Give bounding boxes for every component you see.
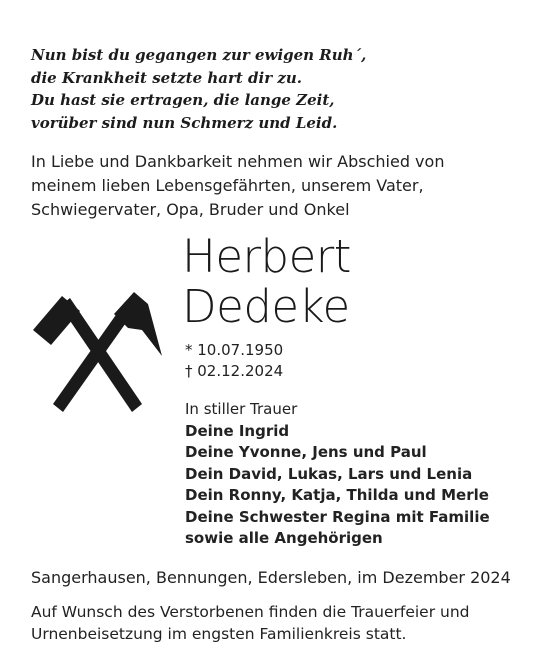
mourner-entry: Deine Schwester Regina mit Familie bbox=[185, 507, 490, 526]
mourner-entry: Deine Yvonne, Jens und Paul bbox=[185, 443, 427, 461]
poem-line: Du hast sie ertragen, die lange Zeit, bbox=[31, 91, 335, 109]
mourner-entry: Deine Ingrid bbox=[185, 421, 290, 440]
mourners-heading: In stiller Trauer bbox=[185, 400, 298, 418]
death-date: † 02.12.2024 bbox=[185, 362, 284, 380]
funeral-notice bbox=[31, 601, 541, 645]
mourner-entry: Dein Ronny, Katja, Thilda und Merle bbox=[185, 486, 489, 504]
mourners-list bbox=[185, 399, 535, 550]
intro-line: meinem lieben Lebensgefährten, unserem Vater, bbox=[31, 176, 424, 195]
intro-line: Schwiegervater, Opa, Bruder und Onkel bbox=[31, 200, 350, 219]
poem-line: Nun bist du gegangen zur ewigen Ruh´, bbox=[31, 46, 367, 64]
intro-line: In Liebe und Dankbarkeit nehmen wir Abschied von bbox=[31, 152, 445, 171]
poem bbox=[31, 44, 521, 134]
deceased-name bbox=[182, 232, 522, 332]
place-and-date: Sangerhausen, Bennungen, Edersleben, im Dezember 2024 bbox=[31, 568, 511, 587]
birth-date: * 10.07.1950 bbox=[185, 341, 284, 359]
farewell-intro bbox=[31, 150, 531, 222]
crossed-hammers-icon bbox=[30, 290, 165, 415]
notice-line: Urnenbeisetzung im engsten Familienkreis statt. bbox=[31, 625, 407, 643]
poem-line: die Krankheit setzte hart dir zu. bbox=[31, 68, 302, 87]
mourner-entry: Dein David, Lukas, Lars und Lenia bbox=[185, 464, 473, 483]
notice-line: Auf Wunsch des Verstorbenen finden die Trauerfeier und bbox=[31, 603, 470, 621]
poem-line: vorüber sind nun Schmerz und Leid. bbox=[31, 113, 338, 132]
mourner-entry: sowie alle Angehörigen bbox=[185, 529, 383, 547]
deceased-first-name: Herbert bbox=[182, 230, 351, 283]
deceased-last-name: Dedeke bbox=[182, 280, 350, 333]
life-dates bbox=[185, 340, 283, 382]
